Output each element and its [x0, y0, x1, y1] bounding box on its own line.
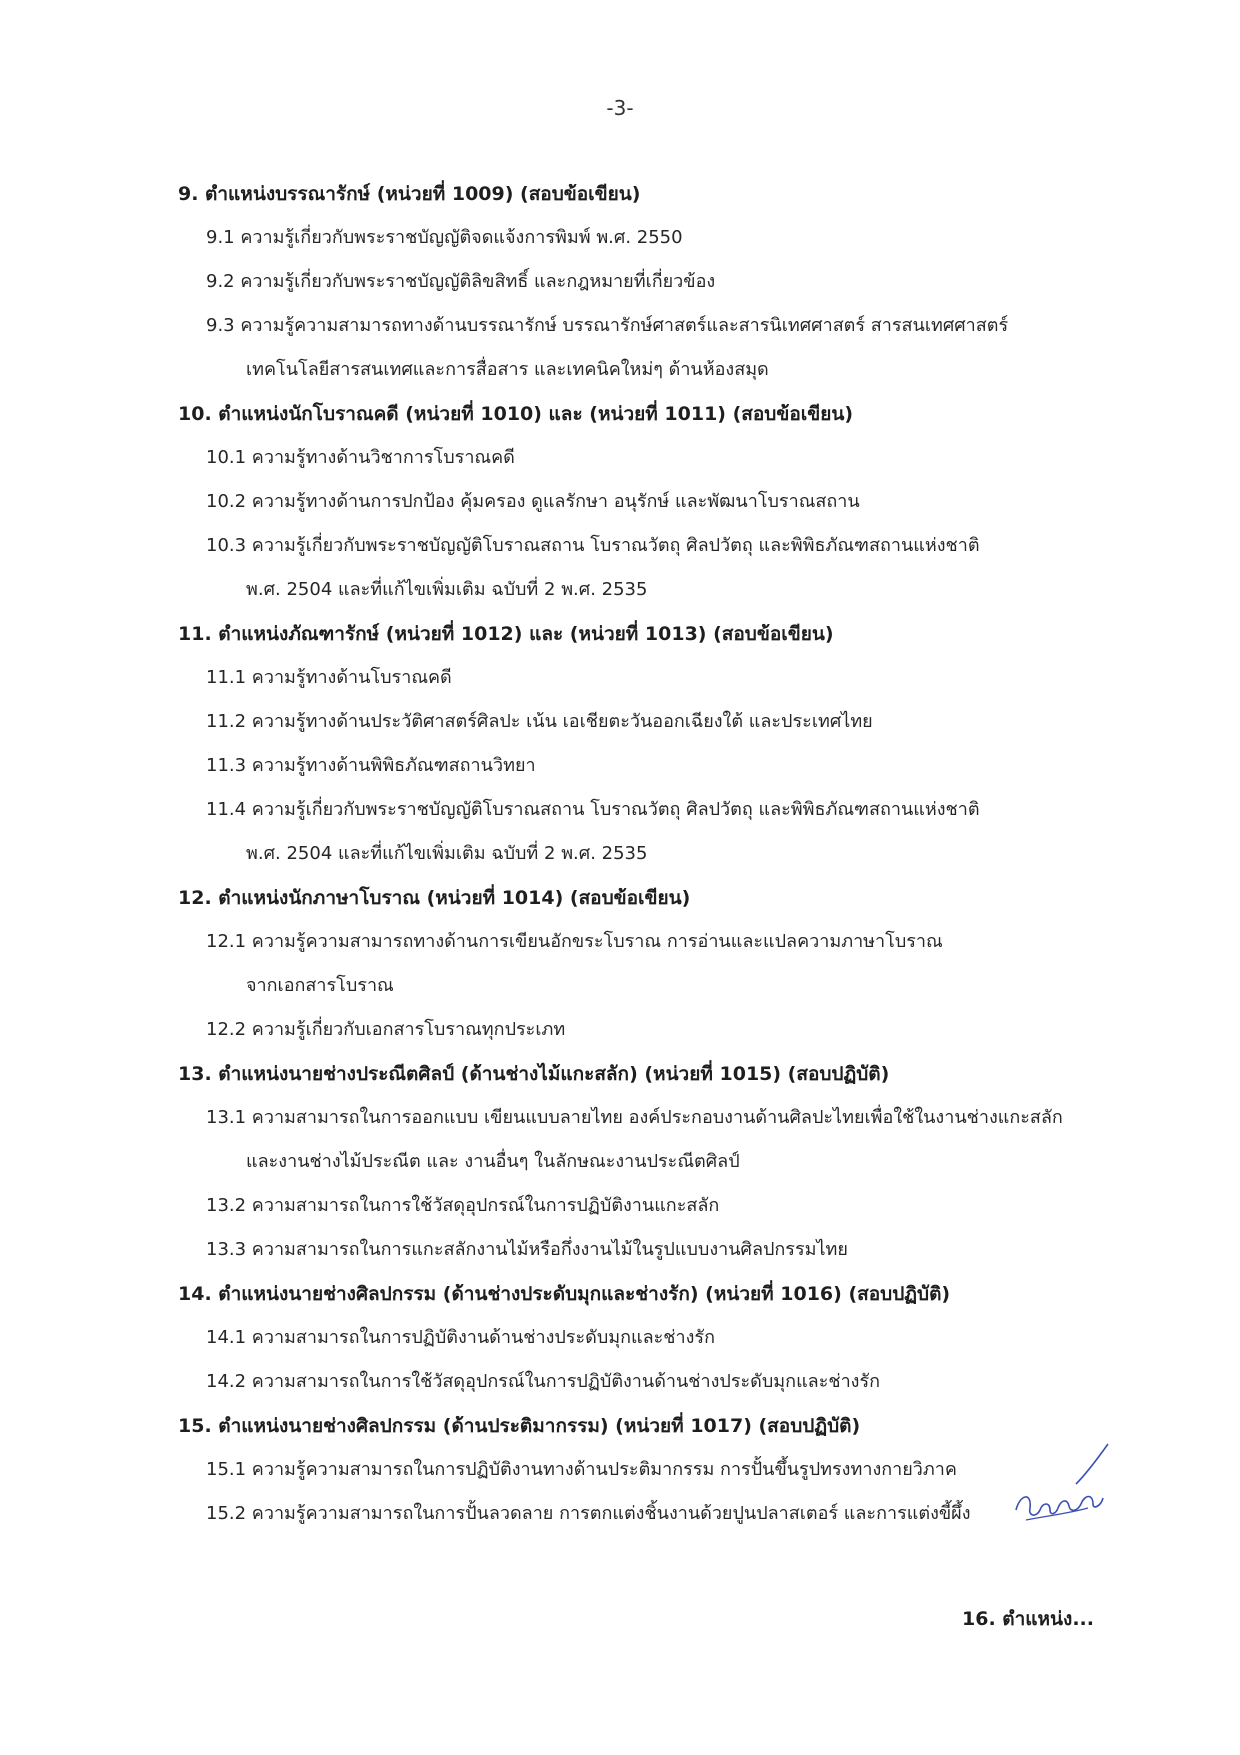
- section: [178, 172, 1128, 392]
- list-item: [178, 480, 1128, 524]
- item-continuation: พ.ศ. 2504 และที่แก้ไขเพิ่มเติม ฉบับที่ 2 พ.ศ. 2535: [246, 843, 648, 864]
- continuation-footer: 16. ตำแหน่ง...: [962, 1608, 1094, 1630]
- item-continuation: เทคโนโลยีสารสนเทศและการสื่อสาร และเทคนิคใหม่ๆ ด้านห้องสมุด: [246, 359, 769, 380]
- list-item: [178, 1096, 1128, 1184]
- item-text: 12.2 ความรู้เกี่ยวกับเอกสารโบราณทุกประเภท: [206, 1019, 566, 1040]
- list-item: [178, 304, 1128, 392]
- item-continuation: จากเอกสารโบราณ: [246, 975, 394, 996]
- document-body: [178, 172, 1128, 1536]
- item-text: 13.2 ความสามารถในการใช้วัสดุอุปกรณ์ในการปฏิบัติงานแกะสลัก: [206, 1195, 720, 1216]
- list-item: [178, 920, 1128, 1008]
- list-item: [178, 1448, 1128, 1492]
- item-continuation: และงานช่างไม้ประณีต และ งานอื่นๆ ในลักษณะงานประณีตศิลป์: [246, 1151, 740, 1172]
- item-text: 9.2 ความรู้เกี่ยวกับพระราชบัญญัติลิขสิทธิ์ และกฎหมายที่เกี่ยวข้อง: [206, 271, 716, 292]
- list-item: [178, 656, 1128, 700]
- list-item: [178, 1008, 1128, 1052]
- item-text: 9.1 ความรู้เกี่ยวกับพระราชบัญญัติจดแจ้งการพิมพ์ พ.ศ. 2550: [206, 227, 683, 248]
- section: [178, 612, 1128, 876]
- section-title: 10. ตำแหน่งนักโบราณคดี (หน่วยที่ 1010) และ (หน่วยที่ 1011) (สอบข้อเขียน): [178, 403, 854, 425]
- list-item: [178, 1316, 1128, 1360]
- item-text: 11.1 ความรู้ทางด้านโบราณคดี: [206, 667, 452, 688]
- section: [178, 1272, 1128, 1404]
- section-title: 13. ตำแหน่งนายช่างประณีตศิลป์ (ด้านช่างไม้แกะสลัก) (หน่วยที่ 1015) (สอบปฏิบัติ): [178, 1063, 890, 1085]
- item-text: 14.1 ความสามารถในการปฏิบัติงานด้านช่างประดับมุกและช่างรัก: [206, 1327, 715, 1348]
- section-title: 14. ตำแหน่งนายช่างศิลปกรรม (ด้านช่างประดับมุกและช่างรัก) (หน่วยที่ 1016) (สอบปฏิบัติ): [178, 1283, 951, 1305]
- section: [178, 876, 1128, 1052]
- list-item: [178, 700, 1128, 744]
- list-item: [178, 1184, 1128, 1228]
- section: [178, 392, 1128, 612]
- item-text: 13.1 ความสามารถในการออกแบบ เขียนแบบลายไทย องค์ประกอบงานด้านศิลปะไทยเพื่อใช้ในงานช่างแกะสลัก: [206, 1107, 1063, 1128]
- page-number: -3-: [606, 96, 634, 120]
- list-item: [178, 1492, 1128, 1536]
- item-text: 9.3 ความรู้ความสามารถทางด้านบรรณารักษ์ บรรณารักษ์ศาสตร์และสารนิเทศศาสตร์ สารสนเทศศาสตร์: [206, 315, 1009, 336]
- item-continuation: พ.ศ. 2504 และที่แก้ไขเพิ่มเติม ฉบับที่ 2 พ.ศ. 2535: [246, 579, 648, 600]
- list-item: [178, 1228, 1128, 1272]
- list-item: [178, 436, 1128, 480]
- item-text: 11.4 ความรู้เกี่ยวกับพระราชบัญญัติโบราณสถาน โบราณวัตถุ ศิลปวัตถุ และพิพิธภัณฑสถานแห่งชาติ: [206, 799, 980, 820]
- section-title: 12. ตำแหน่งนักภาษาโบราณ (หน่วยที่ 1014) (สอบข้อเขียน): [178, 887, 691, 909]
- section: [178, 1052, 1128, 1272]
- item-text: 10.3 ความรู้เกี่ยวกับพระราชบัญญัติโบราณสถาน โบราณวัตถุ ศิลปวัตถุ และพิพิธภัณฑสถานแห่งชาติ: [206, 535, 980, 556]
- section: [178, 1404, 1128, 1536]
- handwritten-signature: [1012, 1440, 1122, 1530]
- list-item: [178, 216, 1128, 260]
- item-text: 15.2 ความรู้ความสามารถในการปั้นลวดลาย การตกแต่งชิ้นงานด้วยปูนปลาสเตอร์ และการแต่งขี้ผึ้ง: [206, 1503, 971, 1524]
- section-title: 9. ตำแหน่งบรรณารักษ์ (หน่วยที่ 1009) (สอบข้อเขียน): [178, 183, 641, 205]
- section-title: 15. ตำแหน่งนายช่างศิลปกรรม (ด้านประติมากรรม) (หน่วยที่ 1017) (สอบปฏิบัติ): [178, 1415, 861, 1437]
- list-item: [178, 788, 1128, 876]
- item-text: 11.3 ความรู้ทางด้านพิพิธภัณฑสถานวิทยา: [206, 755, 536, 776]
- list-item: [178, 1360, 1128, 1404]
- list-item: [178, 524, 1128, 612]
- item-text: 10.1 ความรู้ทางด้านวิชาการโบราณคดี: [206, 447, 515, 468]
- item-text: 10.2 ความรู้ทางด้านการปกป้อง คุ้มครอง ดูแลรักษา อนุรักษ์ และพัฒนาโบราณสถาน: [206, 491, 860, 512]
- section-title: 11. ตำแหน่งภัณฑารักษ์ (หน่วยที่ 1012) และ (หน่วยที่ 1013) (สอบข้อเขียน): [178, 623, 834, 645]
- list-item: [178, 260, 1128, 304]
- item-text: 11.2 ความรู้ทางด้านประวัติศาสตร์ศิลปะ เน้น เอเชียตะวันออกเฉียงใต้ และประเทศไทย: [206, 711, 873, 732]
- item-text: 14.2 ความสามารถในการใช้วัสดุอุปกรณ์ในการปฏิบัติงานด้านช่างประดับมุกและช่างรัก: [206, 1371, 881, 1392]
- item-text: 15.1 ความรู้ความสามารถในการปฏิบัติงานทางด้านประติมากรรม การปั้นขึ้นรูปทรงทางกายวิภาค: [206, 1459, 957, 1480]
- item-text: 12.1 ความรู้ความสามารถทางด้านการเขียนอักขระโบราณ การอ่านและแปลความภาษาโบราณ: [206, 931, 943, 952]
- item-text: 13.3 ความสามารถในการแกะสลักงานไม้หรือกึ่งงานไม้ในรูปแบบงานศิลปกรรมไทย: [206, 1239, 848, 1260]
- list-item: [178, 744, 1128, 788]
